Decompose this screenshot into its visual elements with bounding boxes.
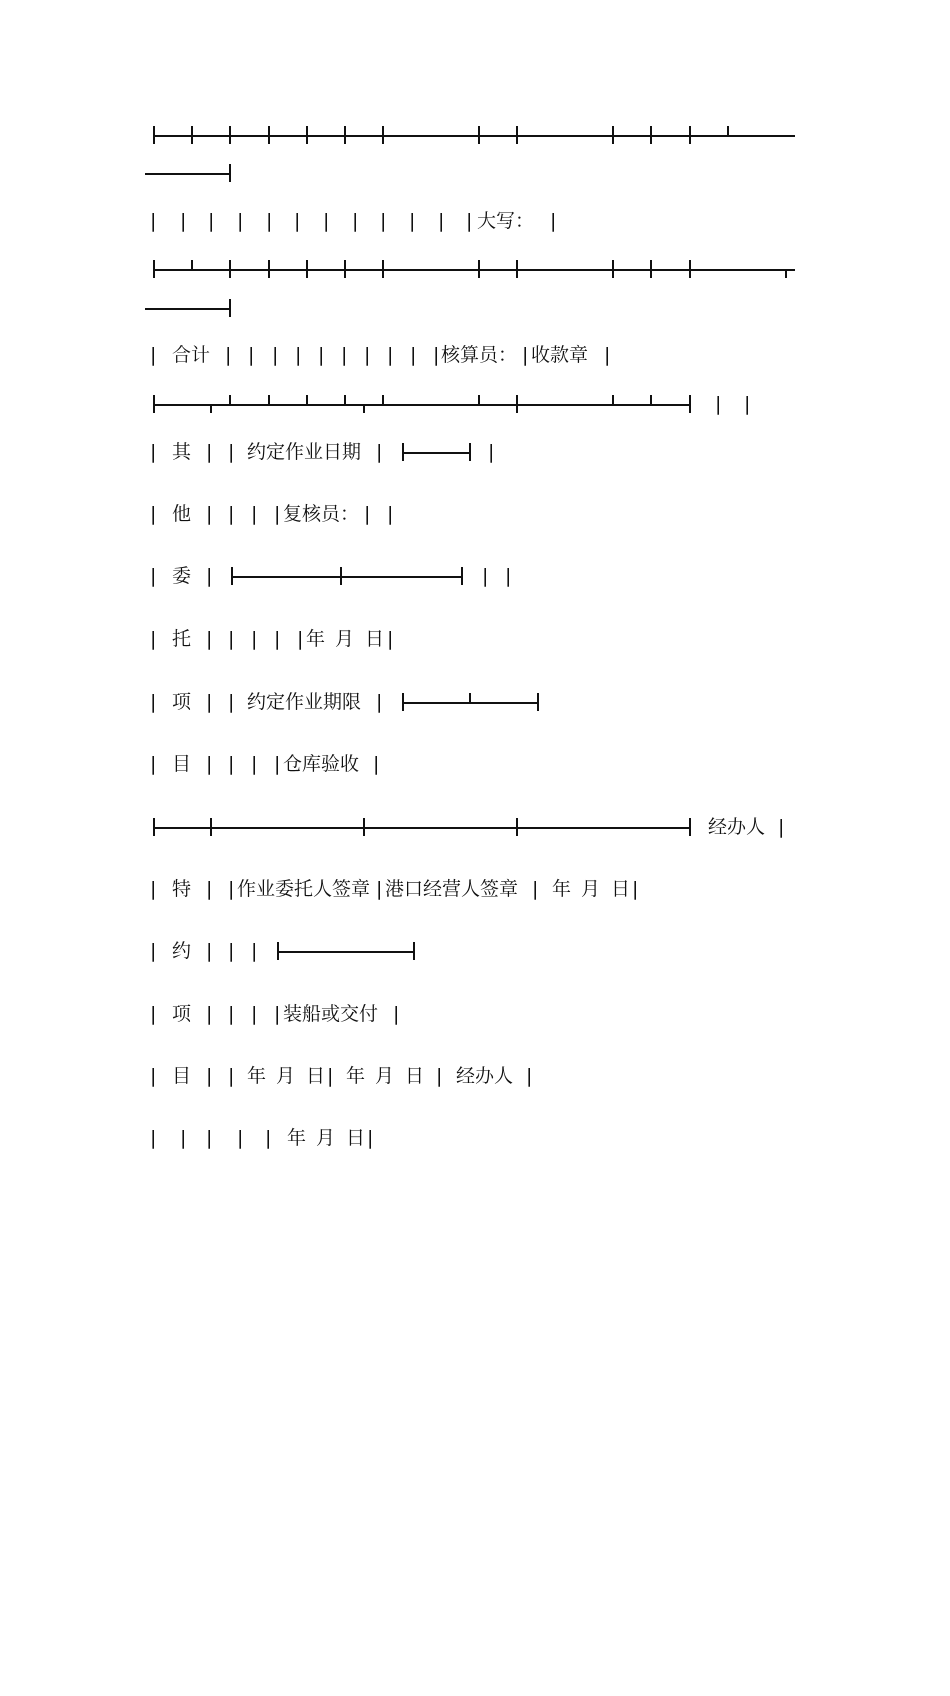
table-rule-mid-a [0, 249, 950, 289]
rule-tick [229, 126, 231, 144]
rule-tick [229, 395, 231, 405]
rule-tick [268, 395, 270, 405]
day-label: 日 [346, 1127, 366, 1149]
handler-label: 经办人 [456, 1065, 514, 1087]
horizontal-rule [402, 452, 470, 454]
horizontal-rule [231, 576, 462, 578]
rule-tick [537, 693, 539, 711]
rule-tick [650, 126, 652, 144]
row-handler-rule: 经办人 | [0, 807, 950, 847]
year-label: 年 [346, 1065, 366, 1087]
rule-tick [516, 395, 518, 413]
rule-tick [413, 942, 415, 960]
agreed-work-period-label: 约定作业期限 [247, 691, 362, 713]
capital-amount-label: 大写： [477, 210, 535, 232]
rule-tick [191, 126, 193, 144]
month-label: 月 [335, 628, 355, 650]
accountant-label: 核算员： [441, 344, 518, 366]
rule-tick [516, 818, 518, 836]
special-char: 项 [172, 1003, 192, 1025]
rule-tick [306, 126, 308, 144]
year-label: 年 [247, 1065, 267, 1087]
client-signature-label: 作业委托人签章 [237, 878, 371, 900]
rule-tick [612, 260, 614, 278]
receipt-seal-label: 收款章 [531, 344, 589, 366]
reviewer-label: 复核员： [283, 503, 360, 525]
rule-tick [785, 269, 787, 278]
rule-tick [650, 395, 652, 405]
row-special-5: | | | | | 年 月 日 | [0, 1118, 950, 1158]
horizontal-rule [277, 951, 414, 953]
rule-tick [153, 126, 155, 144]
rule-tick [363, 404, 365, 413]
agreed-work-date-label: 约定作业日期 [247, 441, 362, 463]
row-special-3: | 项 | | | | 装船或交付 | [0, 994, 950, 1034]
special-char: 约 [172, 940, 192, 962]
day-label: 日 [365, 628, 385, 650]
total-label: 合计 [172, 344, 211, 366]
year-label: 年 [287, 1127, 307, 1149]
rule-tick [469, 693, 471, 703]
rule-tick [268, 126, 270, 144]
row-other-2: | 他 | | | | 复核员： | | [0, 494, 950, 534]
month-label: 月 [316, 1127, 336, 1149]
rule-tick [153, 395, 155, 413]
rule-tick [382, 126, 384, 144]
rule-tick [612, 126, 614, 144]
day-label: 日 [611, 878, 631, 900]
rule-tick [382, 395, 384, 405]
rule-tick [478, 395, 480, 405]
handler-label: 经办人 [708, 816, 766, 838]
rule-tick [229, 299, 231, 317]
row-special-1: | 特 | | 作业委托人签章 | 港口经营人签章 | 年 月 日 | [0, 869, 950, 909]
horizontal-rule [153, 135, 795, 137]
table-rule-mid-b [0, 288, 950, 328]
month-label: 月 [375, 1065, 395, 1087]
rule-tick [516, 126, 518, 144]
rule-tick [153, 260, 155, 278]
rule-tick [344, 260, 346, 278]
rule-tick [689, 126, 691, 144]
rule-tick [689, 818, 691, 836]
rule-tick [306, 395, 308, 405]
warehouse-acceptance-label: 仓库验收 [283, 753, 360, 775]
rule-tick [478, 126, 480, 144]
rule-tick [229, 260, 231, 278]
shipment-delivery-label: 装船或交付 [283, 1003, 379, 1025]
rule-tick [516, 260, 518, 278]
rule-tick [650, 260, 652, 278]
special-char: 目 [172, 1065, 192, 1087]
rule-tick [469, 443, 471, 461]
rule-tick [727, 126, 729, 136]
table-rule-top-b [0, 153, 950, 193]
table-rule-mid-c: | | [0, 384, 950, 424]
rule-tick [191, 260, 193, 270]
row-other-5: | 项 | | 约定作业期限 | [0, 682, 950, 722]
special-char: 特 [172, 878, 192, 900]
horizontal-rule [145, 308, 230, 310]
day-label: 日 [405, 1065, 425, 1087]
month-label: 月 [581, 878, 601, 900]
rule-tick [210, 404, 212, 413]
day-label: 日 [306, 1065, 326, 1087]
row-other-1: | 其 | | 约定作业日期 | | [0, 432, 950, 472]
rule-tick [340, 567, 342, 585]
rule-tick [268, 260, 270, 278]
row-special-2: | 约 | | | [0, 931, 950, 971]
year-label: 年 [306, 628, 326, 650]
rule-tick [478, 260, 480, 278]
rule-tick [344, 126, 346, 144]
rule-tick [689, 260, 691, 278]
rule-tick [461, 567, 463, 585]
other-char: 他 [172, 503, 192, 525]
rule-tick [229, 164, 231, 182]
row-capital-amount: | | | | | | | | | | | | 大写： | [0, 201, 950, 241]
horizontal-rule [153, 404, 690, 406]
row-special-4: | 目 | | 年 月 日 | 年 月 日 | 经办人 | [0, 1056, 950, 1096]
rule-tick [344, 395, 346, 405]
horizontal-rule [153, 269, 795, 271]
rule-tick [363, 818, 365, 836]
horizontal-rule [153, 827, 690, 829]
month-label: 月 [276, 1065, 296, 1087]
row-other-6: | 目 | | | | 仓库验收 | [0, 744, 950, 784]
port-operator-signature-label: 港口经营人签章 [385, 878, 519, 900]
other-char: 其 [172, 441, 192, 463]
rule-tick [612, 395, 614, 405]
rule-tick [689, 395, 691, 413]
row-other-4: | 托 | | | | | 年 月 日 | [0, 619, 950, 659]
row-other-3: | 委 | | | [0, 556, 950, 596]
other-char: 目 [172, 753, 192, 775]
rule-tick [210, 818, 212, 836]
horizontal-rule [145, 173, 230, 175]
table-rule-top-a [0, 115, 950, 155]
other-char: 委 [172, 565, 192, 587]
other-char: 托 [172, 628, 192, 650]
other-char: 项 [172, 691, 192, 713]
rule-tick [306, 260, 308, 278]
year-label: 年 [552, 878, 572, 900]
row-total: | 合计 | | | | | | | | | | 核算员： | 收款章 | [0, 335, 950, 375]
rule-tick [382, 260, 384, 278]
